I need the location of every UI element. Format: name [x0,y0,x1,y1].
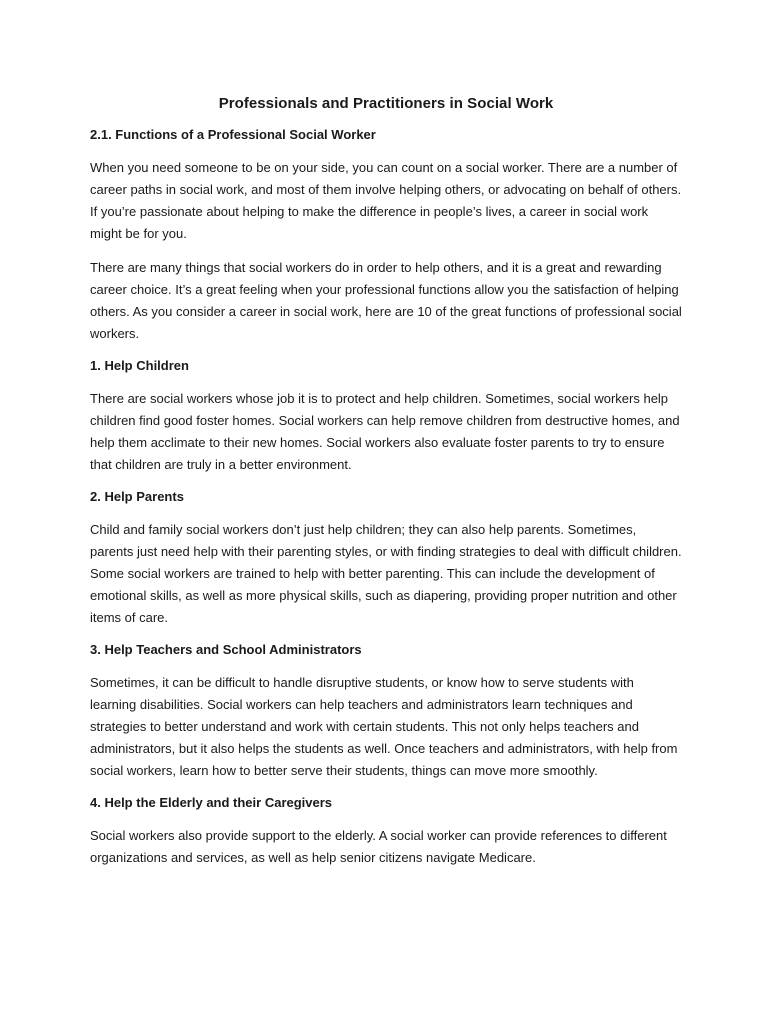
section-heading: 4. Help the Elderly and their Caregivers [90,795,333,810]
section-body: There are social workers whose job it is to protect and help children. Sometimes, social workers help children find good foster homes. Social workers can help remove children from destructive homes, and help them acclimate to their new homes. Social workers also evaluate foster parents to try to ensure that children are truly in a better environment. [90,391,680,472]
section-body: Social workers also provide support to the elderly. A social worker can provide references to different organizations and services, as well as help senior citizens navigate Medicare. [90,828,667,865]
section-heading: 2. Help Parents [90,489,184,504]
section-heading-functions: 2.1. Functions of a Professional Social Worker [90,127,376,142]
document-title: Professionals and Practitioners in Social Work [218,95,554,112]
section-body: Child and family social workers don’t just help children; they can also help parents. Sometimes, parents just need help with their parenting styles, or with finding strategies to deal with difficult children. Some social workers are trained to help with better parenting. This can include the development of emotional skills, as well as more physical skills, such as diapering, providing proper nutrition and other items of care. [90,522,682,625]
section-help-children [90,357,682,476]
section-body: Sometimes, it can be difficult to handle disruptive students, or know how to serve students with learning disabilities. Social workers can help teachers and administrators learn techniques and strategies to better understand and work with certain students. This not only helps teachers and administrators, but it also helps the students as well. Once teachers and administrators, with help from social workers, learn how to better serve their students, things can move more smoothly. [90,675,678,778]
document-content [90,94,682,881]
section-help-teachers [90,641,682,782]
section-heading: 1. Help Children [90,358,189,373]
intro-paragraph: When you need someone to be on your side, you can count on a social worker. There are a number of career paths in social work, and most of them involve helping others, or advocating on behalf of others. If you’re passionate about helping to make the difference in people’s lives, a career in social work might be for you. [90,160,682,241]
section-help-elderly [90,794,682,869]
section-heading: 3. Help Teachers and School Administrators [90,642,362,657]
section-help-parents [90,488,682,629]
intro-paragraph: There are many things that social workers do in order to help others, and it is a great and rewarding career choice. It’s a great feeling when your professional functions allow you the satisfaction of helping others. As you consider a career in social work, here are 10 of the great functions of professional social workers. [90,260,682,341]
